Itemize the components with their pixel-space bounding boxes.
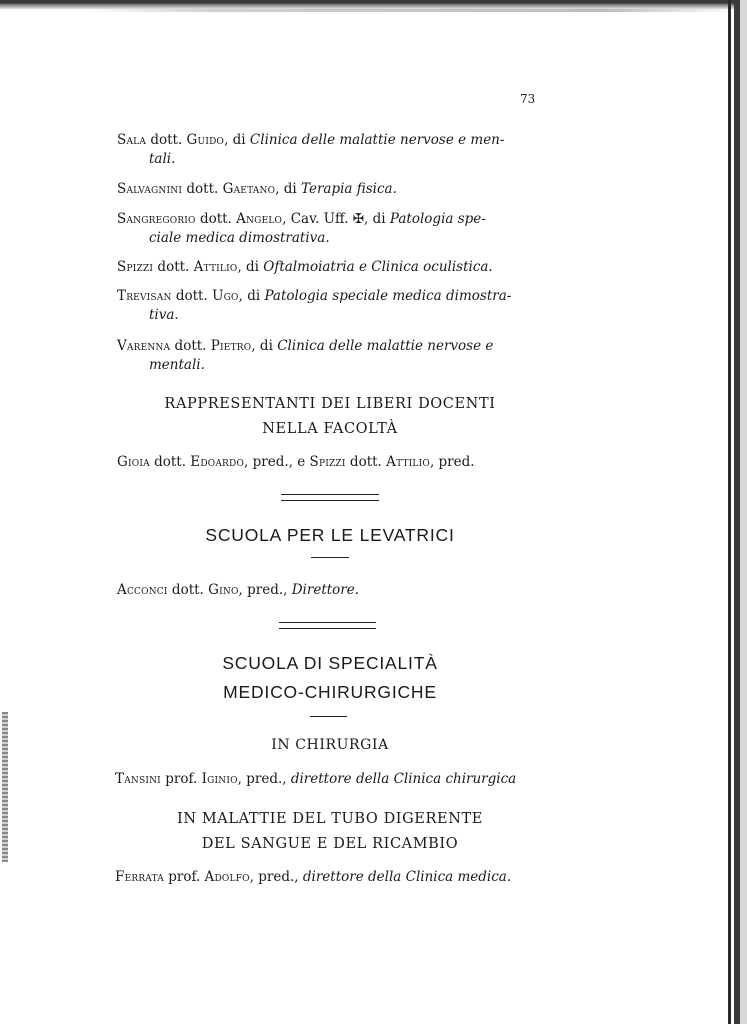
page-number: 73	[520, 92, 536, 106]
given-name: Gino	[208, 582, 239, 598]
entry-text: , di	[224, 132, 250, 148]
subsection-heading-tubo-digerente-line1: IN MALATTIE DEL TUBO DIGERENTE	[177, 811, 483, 827]
entry-varenna	[117, 337, 549, 375]
surname: Spizzi	[117, 259, 154, 275]
entry-spizzi	[117, 258, 549, 277]
entry-text: , pred.,	[237, 771, 291, 787]
scan-top-shadow	[80, 9, 740, 12]
entry-text: , pred.,	[238, 582, 292, 598]
surname: Sangregorio	[117, 211, 196, 227]
given-name: Guido	[186, 132, 225, 148]
section-heading-levatrici: SCUOLA PER LE LEVATRICI	[205, 525, 455, 545]
title: dott.	[199, 211, 232, 227]
given-name: Attilio	[193, 259, 238, 275]
title: prof.	[165, 771, 198, 787]
title: dott.	[150, 132, 183, 148]
given-name: Ugo	[212, 288, 239, 304]
title: prof.	[168, 869, 201, 885]
discipline: Oftalmoiatria e Clinica oculistica.	[263, 259, 493, 275]
title: dott.	[154, 454, 186, 470]
discipline: Clinica delle malattie nervose e men-	[249, 132, 505, 148]
surname: Tansini	[115, 771, 161, 787]
title: dott.	[186, 181, 219, 197]
subsection-heading-chirurgia: IN CHIRURGIA	[271, 737, 389, 753]
discipline-continuation: ciale medica dimostrativa.	[149, 230, 330, 246]
given-name: Pietro	[210, 338, 252, 354]
title: dott.	[175, 288, 208, 304]
title: dott.	[174, 338, 207, 354]
role: Direttore.	[291, 582, 360, 598]
surname: Trevisan	[117, 288, 172, 304]
scan-top-edge	[0, 0, 747, 9]
title: dott.	[157, 259, 190, 275]
subsection-heading-tubo-digerente-line2: DEL SANGUE E DEL RICAMBIO	[201, 836, 459, 852]
given-name: Edoardo	[190, 454, 245, 470]
double-rule-divider	[279, 622, 376, 629]
short-rule-divider	[310, 716, 347, 717]
entry-text: , di	[251, 338, 278, 354]
surname: Varenna	[117, 338, 171, 354]
surname: Ferrata	[115, 869, 164, 885]
given-name: Iginio	[201, 771, 238, 787]
entry-tansini	[115, 770, 555, 789]
given-name: Gaetano	[222, 181, 276, 197]
entry-trevisan	[117, 287, 549, 325]
section-heading-rappresentanti-line2: NELLA FACOLTÀ	[262, 421, 398, 437]
title: dott.	[349, 454, 382, 470]
surname: Salvagnini	[117, 181, 183, 197]
entry-text: , di	[238, 288, 265, 304]
entry-text: , Cav. Uff. ✠, di	[282, 211, 390, 227]
discipline-continuation: tiva.	[149, 307, 179, 323]
discipline-continuation: mentali.	[149, 357, 205, 373]
scan-left-marks	[2, 712, 8, 862]
discipline: Terapia fisica.	[301, 181, 397, 197]
entry-text: , di	[237, 259, 264, 275]
entry-text: , pred.,	[249, 869, 303, 885]
entry-acconci	[117, 581, 549, 600]
given-name: Attilio	[386, 454, 430, 470]
role: direttore della Clinica medica.	[302, 869, 512, 885]
section-heading-specialita-line2: MEDICO-CHIRURGICHE	[223, 682, 437, 702]
double-rule-divider	[281, 494, 379, 501]
short-rule-divider	[311, 557, 349, 558]
entry-ferrata	[115, 868, 555, 887]
section-heading-specialita-line1: SCUOLA DI SPECIALITÀ	[222, 653, 438, 673]
discipline-continuation: tali.	[149, 151, 176, 167]
given-name: Angelo	[236, 211, 283, 227]
entry-sala	[117, 131, 549, 169]
role: direttore della Clinica chirurgica	[290, 771, 517, 787]
surname: Spizzi	[309, 454, 346, 470]
given-name: Adolfo	[204, 869, 250, 885]
entry-text: , di	[275, 181, 301, 197]
entry-salvagnini	[117, 180, 549, 199]
title: dott.	[171, 582, 204, 598]
surname: Acconci	[117, 582, 168, 598]
entry-rappresentanti	[117, 453, 557, 472]
entry-sangregorio	[117, 210, 549, 248]
scan-right-edge	[728, 0, 731, 1024]
discipline: Patologia spe-	[389, 211, 486, 227]
scan-right-margin	[740, 0, 747, 1024]
section-heading-rappresentanti-line1: RAPPRESENTANTI DEI LIBERI DOCENTI	[164, 396, 496, 412]
discipline: Clinica delle malattie nervose e	[277, 338, 494, 354]
surname: Gioia	[117, 454, 150, 470]
entry-text: , pred.	[429, 454, 475, 470]
discipline: Patologia speciale medica dimostra-	[264, 288, 512, 304]
entry-text: , pred., e	[244, 454, 310, 470]
surname: Sala	[117, 132, 147, 148]
